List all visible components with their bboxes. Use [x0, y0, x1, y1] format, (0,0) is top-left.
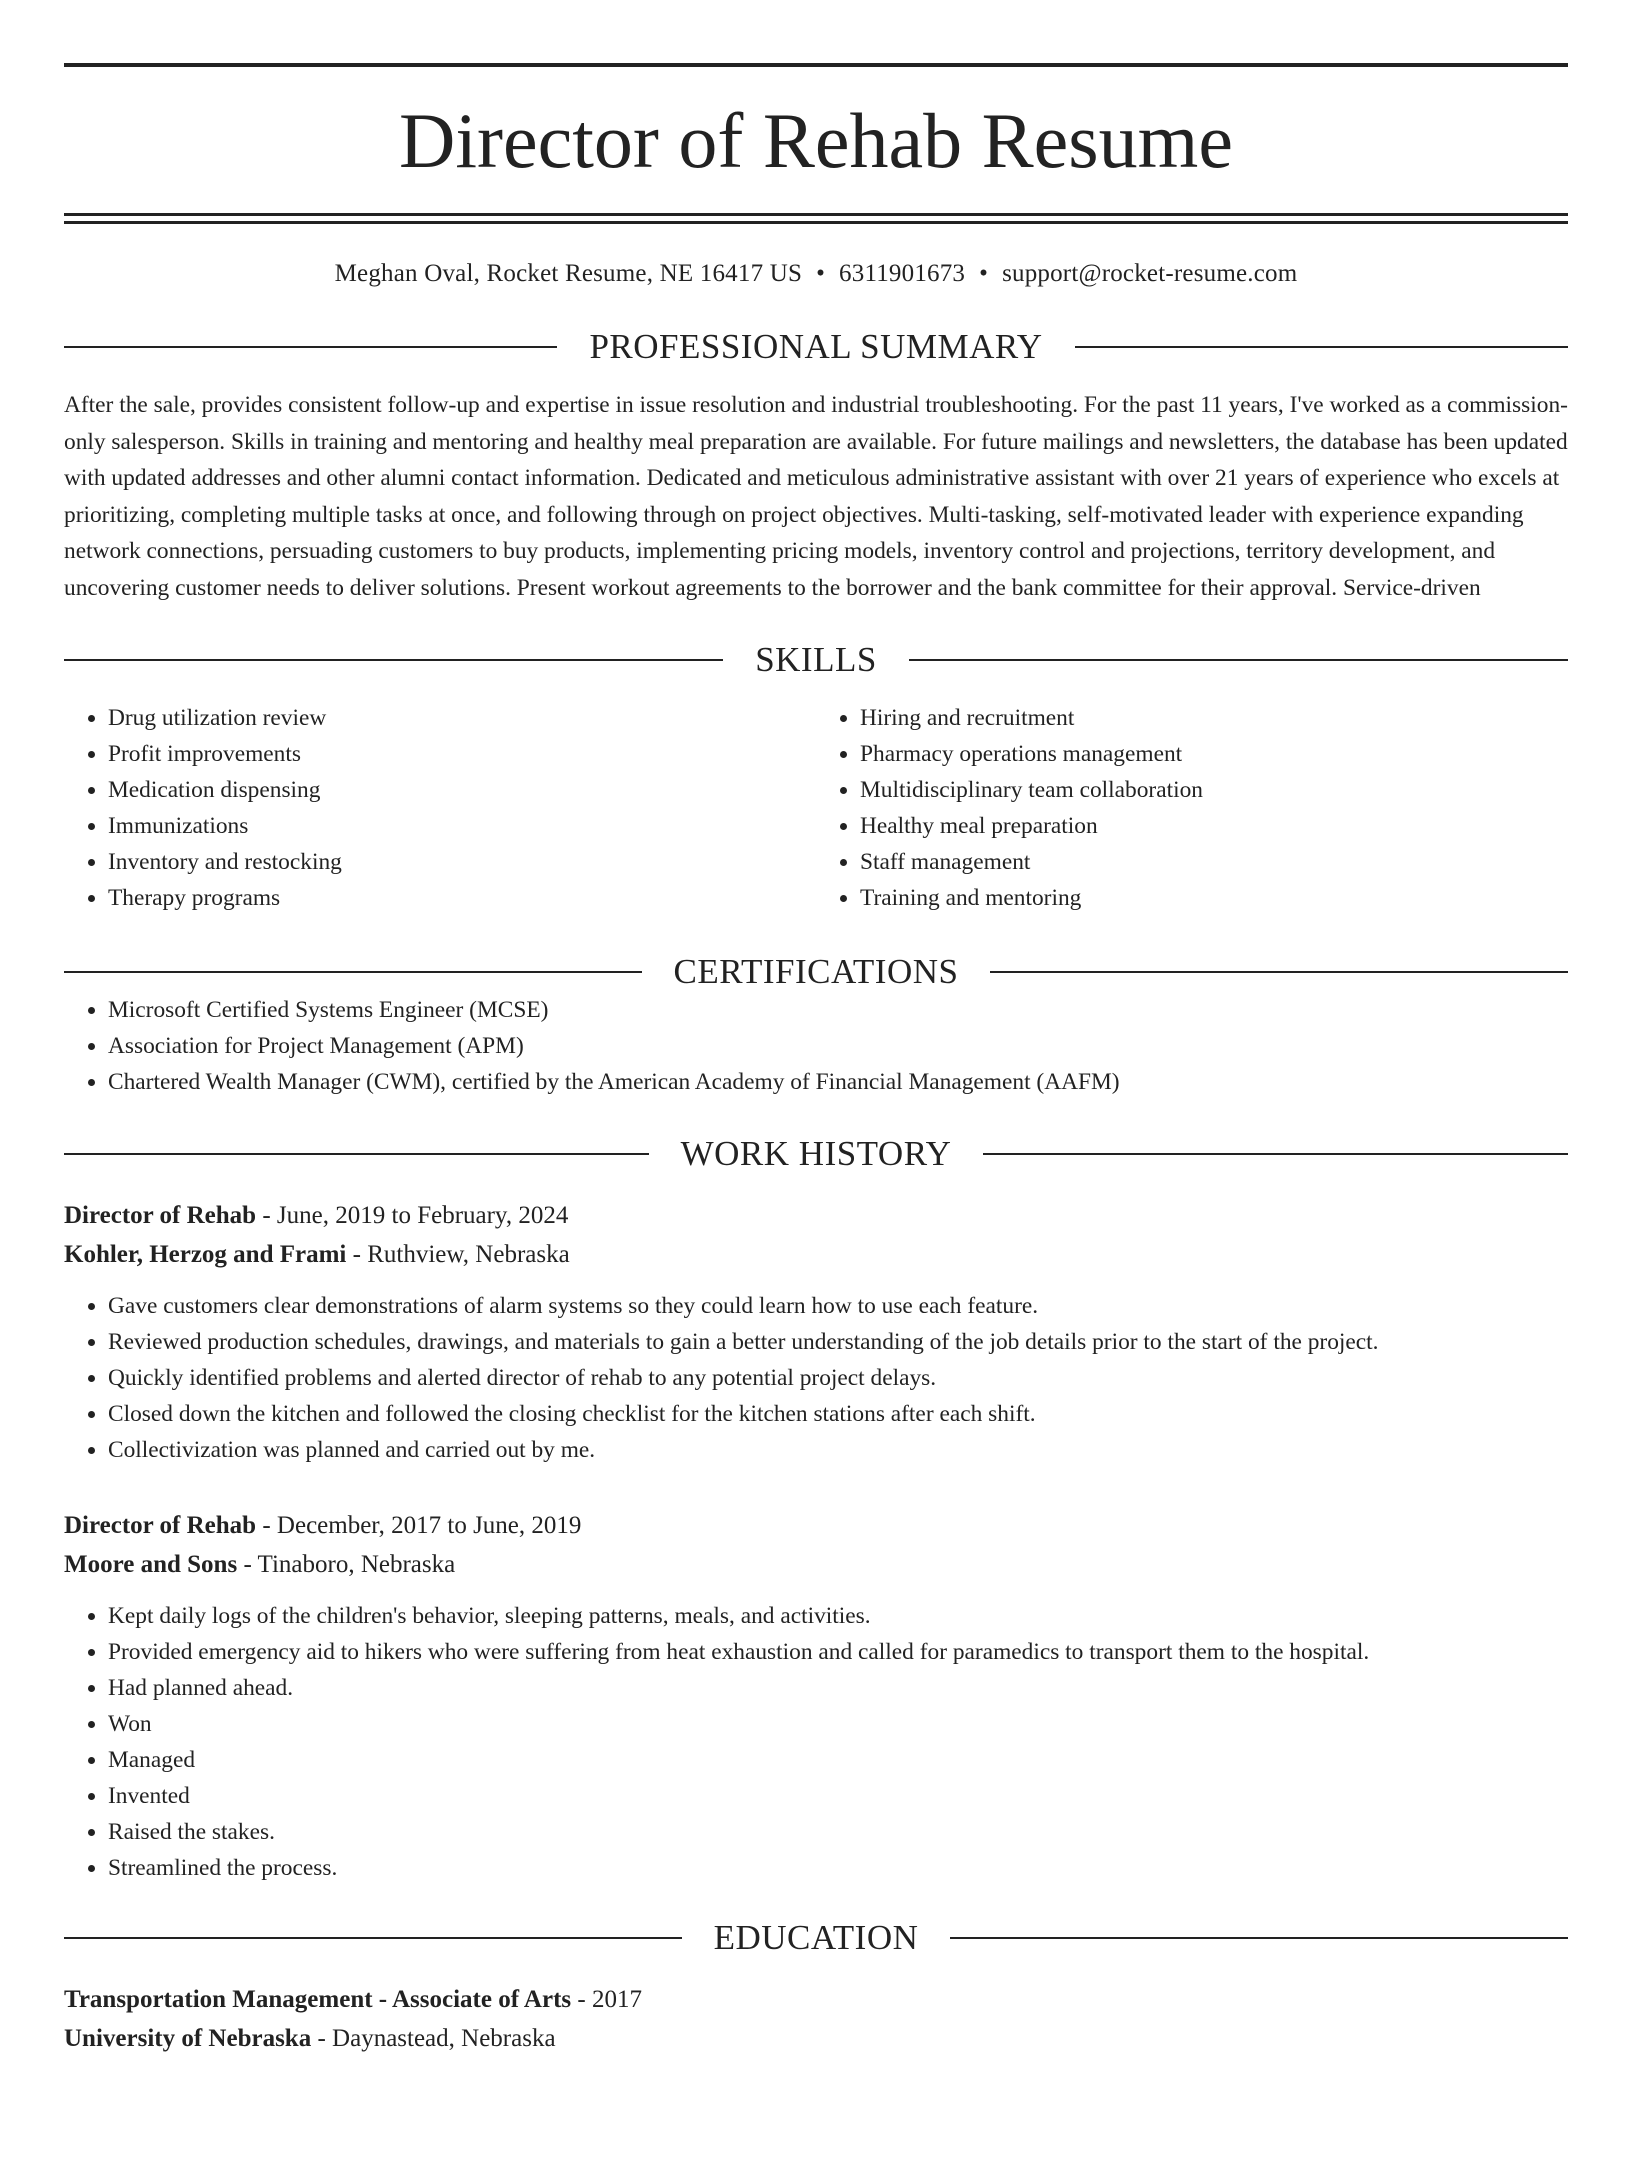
- job-company-line: [64, 1235, 1568, 1274]
- heading-rule: [64, 971, 642, 973]
- job-title-line: [64, 1196, 1568, 1235]
- certification-item: • Association for Project Management (APM): [108, 1028, 1568, 1064]
- job-entry: [64, 1506, 1568, 1886]
- job-bullets: [64, 1288, 1568, 1468]
- job-bullet: • Provided emergency aid to hikers who were suffering from heat exhaustion and called for paramedics to transport them to the hospital.: [108, 1634, 1568, 1670]
- job-dates: - December, 2017 to June, 2019: [256, 1512, 582, 1539]
- education-school: University of Nebraska: [64, 2025, 312, 2052]
- job-location: - Ruthview, Nebraska: [346, 1241, 570, 1268]
- education-degree: Transportation Management - Associate of Arts: [64, 1986, 572, 2013]
- job-bullet: • Streamlined the process.: [108, 1850, 1568, 1886]
- education-year: - 2017: [571, 1986, 642, 2013]
- heading-rule: [950, 1937, 1568, 1939]
- job-title-line: [64, 1506, 1568, 1545]
- skill-item: • Healthy meal preparation: [860, 808, 1568, 844]
- education-location: - Daynastead, Nebraska: [311, 2025, 556, 2052]
- skill-item: • Immunizations: [108, 808, 816, 844]
- certification-item: • Chartered Wealth Manager (CWM), certified by the American Academy of Financial Management (AAFM): [108, 1064, 1568, 1100]
- contact-separator: •: [816, 260, 826, 287]
- skill-item: • Drug utilization review: [108, 700, 816, 736]
- certification-item: • Microsoft Certified Systems Engineer (MCSE): [108, 992, 1568, 1028]
- heading-rule: [990, 971, 1568, 973]
- skill-item: • Pharmacy operations management: [860, 736, 1568, 772]
- job-bullet: • Managed: [108, 1742, 1568, 1778]
- skills-heading-label: SKILLS: [755, 640, 877, 679]
- education-heading-label: EDUCATION: [713, 1918, 919, 1957]
- job-bullet: • Quickly identified problems and alerted director of rehab to any potential project delays.: [108, 1360, 1568, 1396]
- job-location: - Tinaboro, Nebraska: [237, 1551, 456, 1578]
- skill-item: • Training and mentoring: [860, 880, 1568, 916]
- job-entry: [64, 1196, 1568, 1468]
- job-title: Director of Rehab: [64, 1202, 257, 1229]
- skills-heading: [64, 640, 1568, 680]
- skill-item: • Profit improvements: [108, 736, 816, 772]
- skills-list-right: [816, 700, 1568, 916]
- job-bullet: • Collectivization was planned and carried out by me.: [108, 1432, 1568, 1468]
- summary-heading: [64, 327, 1568, 367]
- education-degree-line: [64, 1980, 1568, 2019]
- page-title: Director of Rehab Resume: [399, 97, 1233, 184]
- job-bullet: • Raised the stakes.: [108, 1814, 1568, 1850]
- contact-separator: •: [979, 260, 989, 287]
- skill-item: • Hiring and recruitment: [860, 700, 1568, 736]
- skill-item: • Staff management: [860, 844, 1568, 880]
- title-double-rule: [64, 213, 1568, 224]
- education-heading: [64, 1918, 1568, 1958]
- top-rule: [64, 63, 1568, 67]
- heading-rule: [983, 1153, 1568, 1155]
- work-heading-label: WORK HISTORY: [680, 1134, 952, 1173]
- contact-line: [64, 259, 1568, 289]
- work-heading: [64, 1134, 1568, 1174]
- job-bullets: [64, 1598, 1568, 1886]
- contact-email: support@rocket-resume.com: [1002, 260, 1298, 287]
- education-entry: [64, 1980, 1568, 2058]
- job-company: Moore and Sons: [64, 1551, 238, 1578]
- heading-rule: [909, 659, 1568, 661]
- heading-rule: [64, 1937, 682, 1939]
- skills-columns: [64, 700, 1568, 916]
- summary-heading-label: PROFESSIONAL SUMMARY: [589, 327, 1043, 366]
- job-bullet: • Had planned ahead.: [108, 1670, 1568, 1706]
- job-bullet: • Reviewed production schedules, drawings, and materials to gain a better understanding of the job details prior to the start of the project.: [108, 1324, 1568, 1360]
- job-company-line: [64, 1545, 1568, 1584]
- summary-text: After the sale, provides consistent follow-up and expertise in issue resolution and industrial troubleshooting. For the past 11 years, I've worked as a commission-only salesperson. Skills in training and mentoring and healthy meal preparation are available. For future mailings and newsletters, the database has been updated with updated addresses and other alumni contact information. Dedicated and meticulous administrative assistant with over 21 years of experience who excels at prioritizing, completing multiple tasks at once, and following through on project objectives. Multi-tasking, self-motivated leader with experience expanding network connections, persuading customers to buy products, implementing pricing models, inventory control and projections, territory development, and uncovering customer needs to deliver solutions. Present workout agreements to the borrower and the bank committee for their approval. Service-driven: [64, 392, 1568, 601]
- job-title: Director of Rehab: [64, 1512, 257, 1539]
- job-bullet: • Gave customers clear demonstrations of alarm systems so they could learn how to use each feature.: [108, 1288, 1568, 1324]
- certifications-heading: [64, 952, 1568, 992]
- job-bullet: • Won: [108, 1706, 1568, 1742]
- skill-item: • Inventory and restocking: [108, 844, 816, 880]
- heading-rule: [64, 659, 723, 661]
- job-dates: - June, 2019 to February, 2024: [256, 1202, 569, 1229]
- certifications-list: [64, 992, 1568, 1100]
- job-bullet: • Closed down the kitchen and followed the closing checklist for the kitchen stations after each shift.: [108, 1396, 1568, 1432]
- skill-item: • Therapy programs: [108, 880, 816, 916]
- skill-item: • Multidisciplinary team collaboration: [860, 772, 1568, 808]
- skill-item: • Medication dispensing: [108, 772, 816, 808]
- job-bullet: • Invented: [108, 1778, 1568, 1814]
- job-bullet: • Kept daily logs of the children's behavior, sleeping patterns, meals, and activities.: [108, 1598, 1568, 1634]
- education-school-line: [64, 2019, 1568, 2058]
- job-company: Kohler, Herzog and Frami: [64, 1241, 347, 1268]
- heading-rule: [64, 346, 557, 348]
- heading-rule: [1075, 346, 1568, 348]
- contact-address: Meghan Oval, Rocket Resume, NE 16417 US: [334, 260, 803, 287]
- skills-list-left: [64, 700, 816, 916]
- contact-phone: 6311901673: [839, 260, 966, 287]
- heading-rule: [64, 1153, 649, 1155]
- resume-page: [0, 63, 1632, 2175]
- certifications-heading-label: CERTIFICATIONS: [673, 952, 959, 991]
